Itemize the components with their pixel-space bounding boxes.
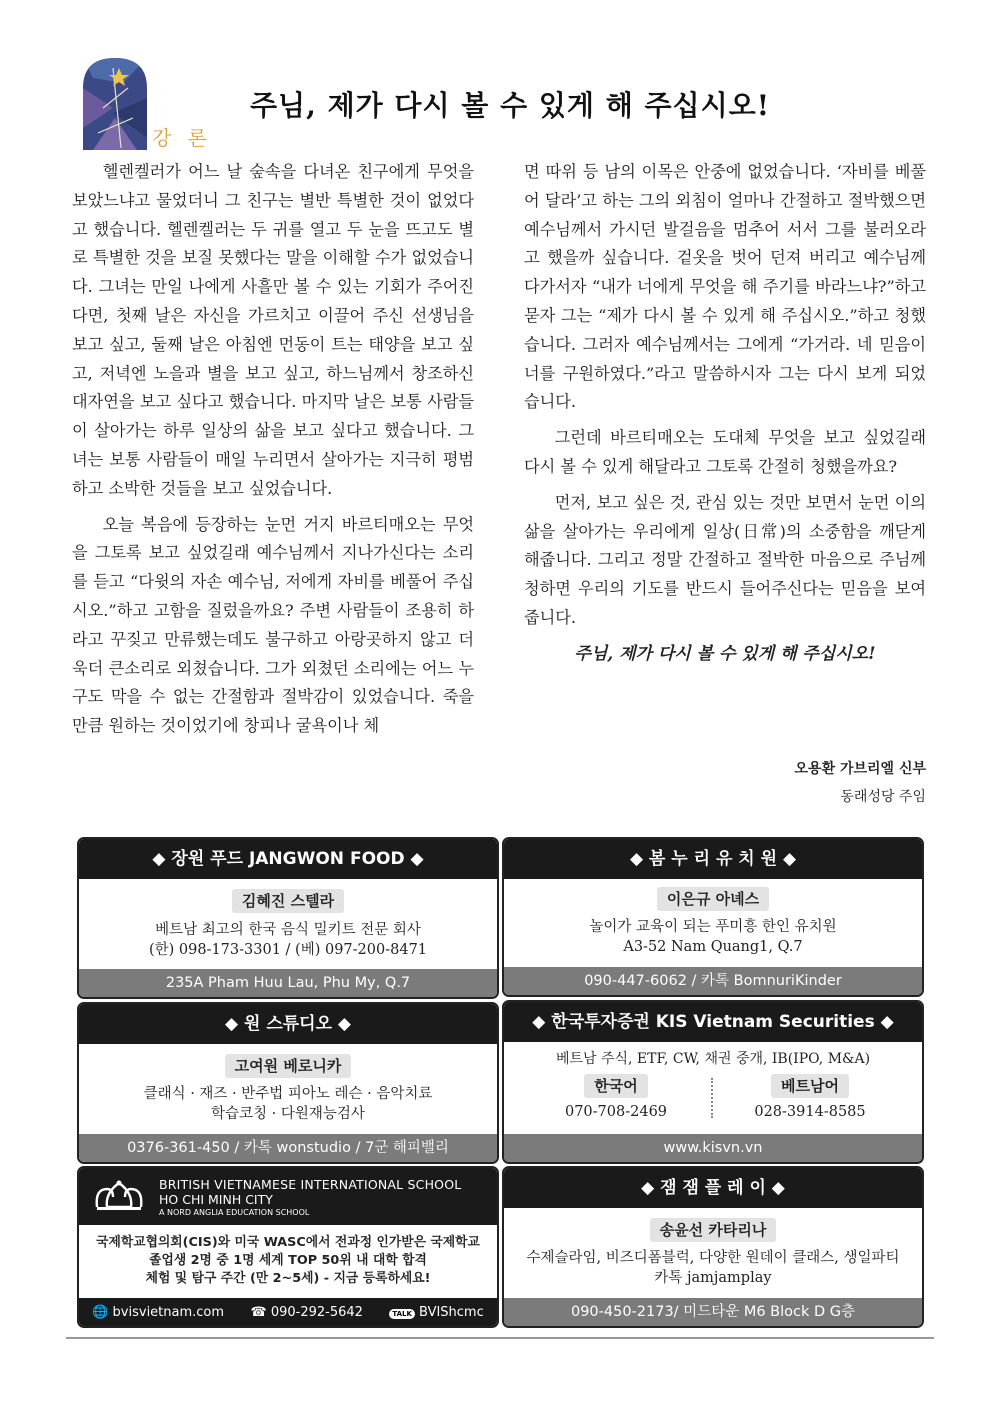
ad-line: 수제슬라임, 비즈디폼블럭, 다양한 원데이 클래스, 생일파티: [526, 1250, 900, 1266]
ad-line: 베트남 최고의 한국 음식 밀키트 전문 회사: [155, 922, 421, 938]
ad-title: ◆ 봄 누 리 유 치 원 ◆: [504, 839, 922, 879]
ad-line: 클래식 · 재즈 · 반주법 피아노 레슨 · 음악치료: [143, 1086, 433, 1102]
ad-kis-securities: [502, 1000, 924, 1164]
author-name: 오용환 가브리엘 신부: [794, 761, 926, 777]
school-phone: 090-292-5642: [270, 1304, 363, 1320]
school-text: 졸업생 2명 중 1명 세계 TOP 50위 내 대학 합격: [149, 1253, 427, 1268]
contact-name: 고여원 베로니카: [225, 1054, 352, 1078]
ad-line: 학습코칭 · 다원재능검사: [211, 1106, 365, 1122]
ad-footer: 090-447-6062 / 카톡 BomnuriKinder: [504, 967, 922, 995]
korean-phone: 070-708-2469: [564, 1104, 668, 1120]
sermon-paragraph: 오늘 복음에 등장하는 눈먼 거지 바르티매오는 무엇을 그토록 보고 싶었길래 예수님께서 지나가신다는 소리를 듣고 “다윗의 자손 예수님, 저에게 자비를 베풀어 주십시오.”하고 고함을 질렀을까요? 주변 사람들이 조용히 하라고 꾸짖고 만류했는데도 불구하고 아랑곳하지 않고 더욱더 큰소리로 외쳤습니다. 그가 외쳤던 소리에는 어느 누구도 막을 수 없는 간절함과 절박감이 있었습니다. 죽을 만큼 원하는 것이었기에 창피나 굴욕이나 체: [72, 514, 474, 736]
school-text: 국제학교협의회(CIS)와 미국 WASC에서 전과정 인가받은 국제학교: [96, 1235, 480, 1250]
phone-icon: ☎: [250, 1304, 267, 1320]
page-title: 주님, 제가 다시 볼 수 있게 해 주십시오!: [250, 89, 770, 122]
ad-services: 베트남 주식, ETF, CW, 채권 중개, IB(IPO, M&A): [555, 1051, 871, 1067]
contact-name: 송윤선 카타리나: [650, 1218, 777, 1242]
korean-label: 한국어: [584, 1074, 647, 1098]
section-label: 강 론: [152, 126, 212, 150]
stained-glass-logo: [83, 58, 147, 150]
ad-footer: www.kisvn.vn: [504, 1134, 922, 1162]
ad-footer: 0376-361-450 / 카톡 wonstudio / 7군 해피밸리: [79, 1134, 497, 1162]
ad-footer: 090-450-2173/ 미드타운 M6 Block D G층: [504, 1298, 922, 1326]
vietnamese-phone: 028-3914-8585: [754, 1104, 866, 1120]
sermon-right-column: [524, 158, 926, 676]
ad-bvis-school: [77, 1166, 499, 1328]
closing-prayer: 주님, 제가 다시 볼 수 있게 해 주십시오!: [574, 643, 876, 664]
sermon-left-column: [72, 158, 474, 748]
school-name: BRITISH VIETNAMESE INTERNATIONAL SCHOOL: [159, 1177, 462, 1192]
school-kakao: BVIShcmc: [419, 1304, 484, 1320]
author-parish: 동래성당 주임: [840, 789, 926, 805]
kakaotalk-icon: TALK: [389, 1309, 415, 1319]
sermon-paragraph: 헬렌켈러가 어느 날 숲속을 다녀온 친구에게 무엇을 보았느냐고 물었더니 그 친구는 별반 특별한 것이 없었다고 했습니다. 헬렌켈러는 두 귀를 열고 두 눈을 뜨고도 별로 특별한 것을 보질 못했다는 말을 이해할 수가 없었습니다. 그녀는 만일 나에게 사흘만 볼 수 있는 기회가 주어진다면, 첫째 날은 자신을 가르치고 이끌어 주신 선생님을 보고 싶고, 둘째 날은 아침엔 먼동이 트는 태양을 보고 싶고, 저녁엔 노을과 별을 보고 싶고, 하느님께서 창조하신 대자연을 보고 싶다고 했습니다. 마지막 날은 보통 사람들이 살아가는 하루 일상의 삶을 보고 싶다고 했습니다. 그녀는 보통 사람들이 매일 누리면서 살아가는 지극히 평범하고 소박한 것들을 보고 싶었습니다.: [72, 162, 474, 498]
ad-line: 카톡 jamjamplay: [654, 1270, 772, 1286]
ad-title: ◆ 잼 잼 플 레 이 ◆: [504, 1168, 922, 1208]
bottom-rule: [66, 1337, 934, 1339]
sermon-paragraph: 그런데 바르티매오는 도대체 무엇을 보고 싶었길래 다시 볼 수 있게 해달라고 그토록 간절히 청했을까요?: [524, 428, 926, 476]
contact-name: 이은규 아녜스: [657, 887, 769, 911]
school-city: HO CHI MINH CITY: [159, 1192, 273, 1207]
ad-title: ◆ 원 스튜디오 ◆: [79, 1004, 497, 1044]
ad-phone-line: (한) 098-173-3301 / (베) 097-200-8471: [148, 942, 428, 958]
ad-jangwon-food: [77, 837, 499, 999]
school-website: bvisvietnam.com: [112, 1304, 225, 1320]
globe-icon: 🌐: [92, 1304, 109, 1320]
crown-logo-icon: [93, 1179, 145, 1213]
school-group: A NORD ANGLIA EDUCATION SCHOOL: [159, 1208, 310, 1217]
contact-name: 김혜진 스텔라: [232, 889, 344, 913]
ad-title: ◆ 장원 푸드 JANGWON FOOD ◆: [79, 839, 497, 879]
ad-title: ◆ 한국투자증권 KIS Vietnam Securities ◆: [504, 1002, 922, 1042]
school-text: 체험 및 탐구 주간 (만 2~5세) - 지금 등록하세요!: [145, 1271, 431, 1286]
sermon-paragraph: 먼저, 보고 싶은 것, 관심 있는 것만 보면서 눈먼 이의 삶을 살아가는 우리에게 일상(日常)의 소중함을 깨닫게 해줍니다. 그리고 정말 간절하고 절박한 마음으로 주님께 청하면 우리의 기도를 반드시 들어주신다는 믿음을 보여줍니다.: [524, 492, 926, 627]
ad-footer: 235A Pham Huu Lau, Phu My, Q.7: [79, 969, 497, 997]
ad-jamjam-play: [502, 1166, 924, 1328]
vietnamese-label: 베트남어: [771, 1074, 849, 1098]
ad-line: 놀이가 교육이 되는 푸미흥 한인 유치원: [589, 919, 837, 935]
ad-address: A3-52 Nam Quang1, Q.7: [623, 939, 803, 955]
ad-won-studio: [77, 1002, 499, 1164]
ad-bomnuri-kindergarten: [502, 837, 924, 997]
sermon-paragraph: 면 따위 등 남의 이목은 안중에 없었습니다. ‘자비를 베풀어 달라’고 하는 그의 외침이 얼마나 간절하고 절박했으면 예수님께서 가시던 발걸음을 멈추어 서서 그를 불러오라고 했을까 싶습니다. 겉옷을 벗어 던져 버리고 예수님께 다가서자 “내가 너에게 무엇을 해 주기를 바라느냐?”하고 묻자 그는 “제가 다시 볼 수 있게 해 주십시오.”하고 청했습니다. 그러자 예수님께서는 그에게 “가거라. 네 믿음이 너를 구원하였다.”라고 말씀하시자 그는 다시 보게 되었습니다.: [524, 162, 926, 412]
